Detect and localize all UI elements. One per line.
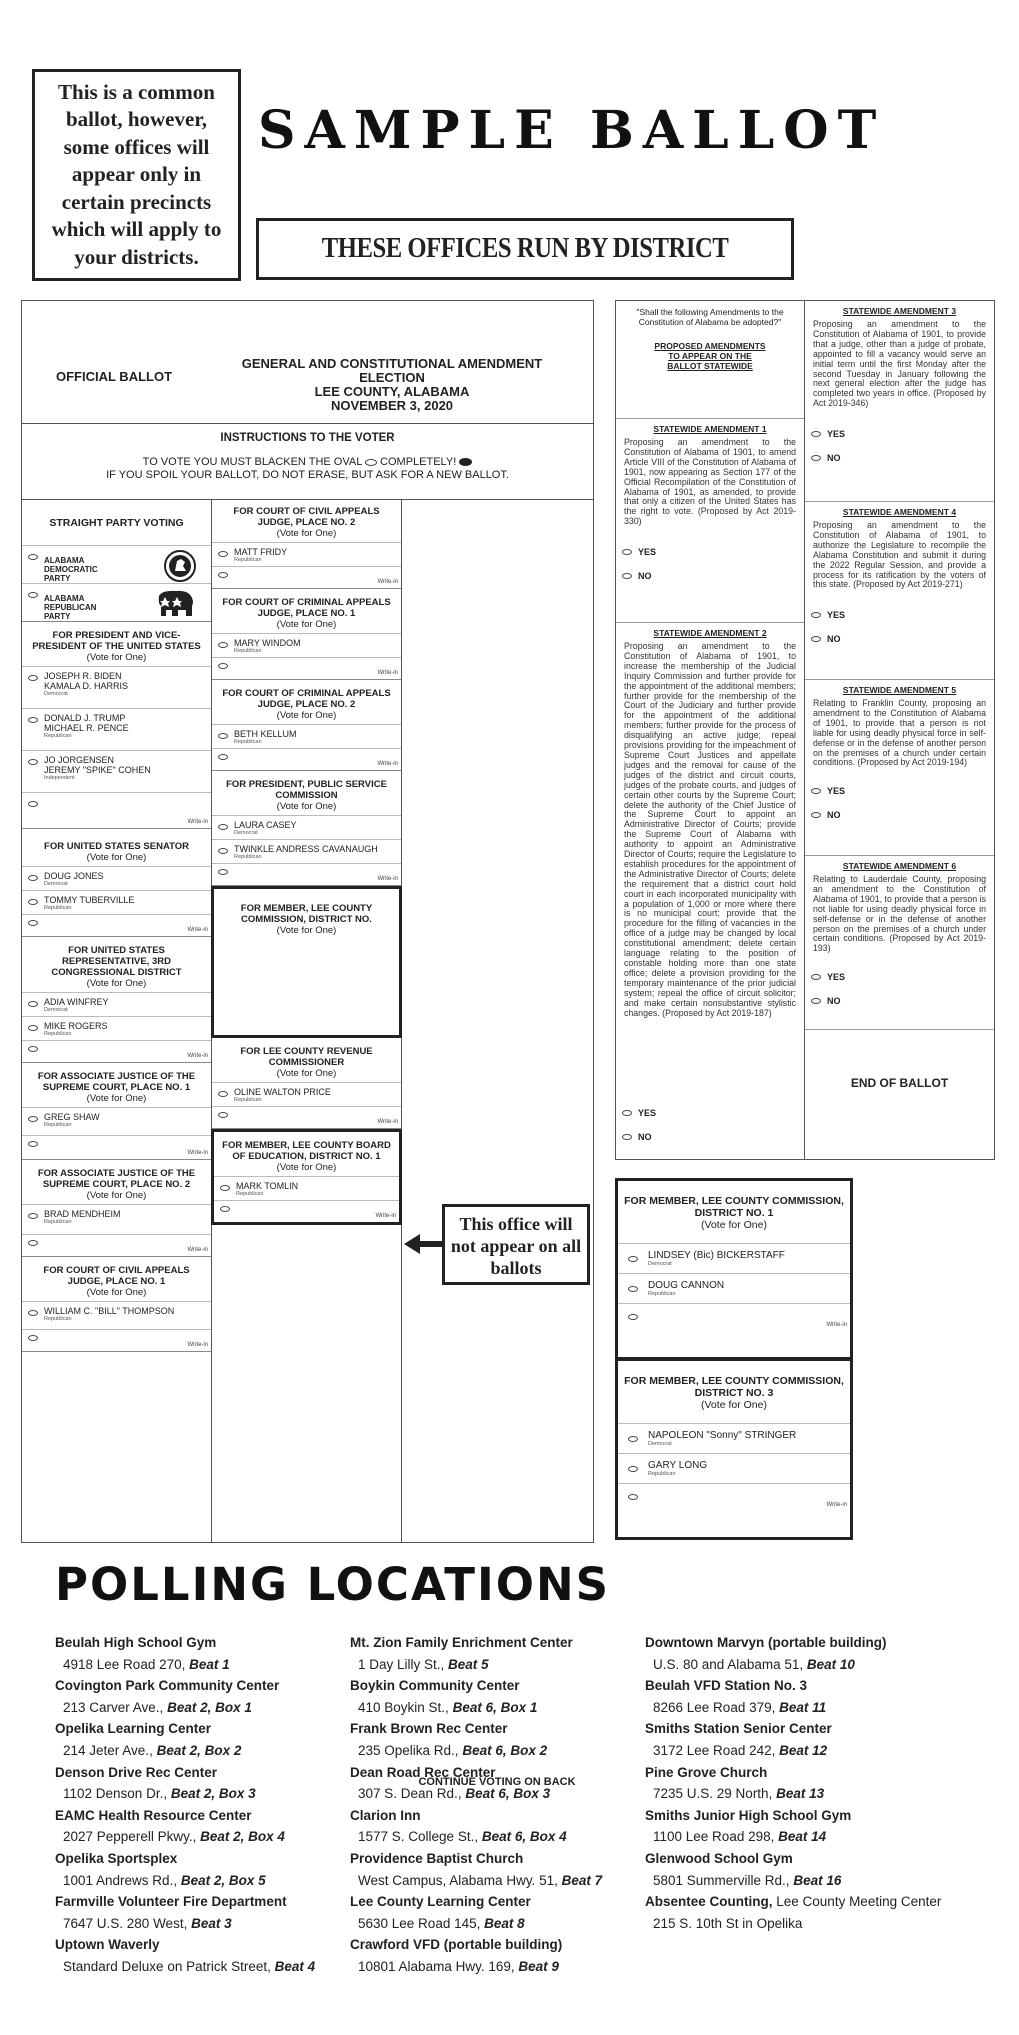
continue-voting-note: CONTINUE VOTING ON BACK [418,1776,576,1788]
polling-location-name: Boykin Community Center [350,1678,520,1694]
elephant-emblem-icon [155,588,197,620]
oval-icon[interactable] [28,1310,38,1316]
polling-location-name: Denson Drive Rec Center [55,1764,218,1780]
amendment5-no[interactable]: NO [805,804,994,828]
race-civil1-title: FOR COURT OF CIVIL APPEALS JUDGE, PLACE NO. 1 (Vote for One) [43,1265,190,1298]
write-in-psc[interactable]: Write-in [212,863,401,885]
race-revenue-title: FOR LEE COUNTY REVENUE COMMISSIONER (Vote for One) [240,1046,373,1079]
oval-icon[interactable] [811,612,821,618]
amendment6-no[interactable]: NO [805,990,994,1014]
race-senator-title: FOR UNITED STATES SENATOR (Vote for One) [44,841,189,863]
polling-location-address: 7647 U.S. 280 West, Beat 3 [63,1915,232,1931]
write-in-president[interactable]: Write-in [22,792,211,828]
polling-location-name: Pine Grove Church [645,1764,768,1780]
race-commission1-title: FOR MEMBER, LEE COUNTY COMMISSION, DISTRICT NO. 1 (Vote for One) [624,1195,844,1231]
page-title: SAMPLE BALLOT [258,100,886,161]
oval-icon[interactable] [218,1112,228,1118]
oval-icon[interactable] [220,1206,230,1212]
amendment5-yes[interactable]: YES [805,780,994,804]
write-in-justice1[interactable]: Write-in [22,1135,211,1159]
polling-location-address: 8266 Lee Road 379, Beat 11 [653,1699,827,1715]
candidate-fridy[interactable]: MATT FRIDY Republican [212,542,401,566]
write-in-civil2[interactable]: Write-in [212,566,401,588]
amendments-panel [615,300,995,1160]
candidate-price[interactable]: OLINE WALTON PRICE Republican [212,1082,401,1106]
amendment5-text: Relating to Franklin County, proposing an amendment to the Constitution of Alabama of 1901, to provide that a person is not liable for using deadly physical force in self-defense or in the defense of another person on the premises of a church under certain conditions. (Proposed by Act 2019-194) [813,698,986,768]
race-commission-district-1 [615,1178,853,1360]
official-ballot-label: OFFICIAL BALLOT [56,369,173,384]
amendment2-no[interactable]: NO [616,1126,804,1150]
race-commission-blank-title: FOR MEMBER, LEE COUNTY COMMISSION, DISTRICT NO. (Vote for One) [240,903,373,936]
oval-icon[interactable] [628,1286,638,1292]
race-justice2-title: FOR ASSOCIATE JUSTICE OF THE SUPREME COURT, PLACE NO. 2 (Vote for One) [37,1168,196,1201]
polling-location-name: Providence Baptist Church [350,1850,524,1866]
polling-location-name: Smiths Junior High School Gym [645,1807,852,1823]
oval-icon[interactable] [811,455,821,461]
polling-location-name: Dean Road Rec Center [350,1764,496,1780]
amendment5-title: STATEWIDE AMENDMENT 5 [842,685,957,695]
oval-icon[interactable] [811,998,821,1004]
filled-oval-icon [459,458,472,466]
amendment2-title: STATEWIDE AMENDMENT 2 [653,628,767,638]
amendment4-yes[interactable]: YES [805,604,994,628]
write-in-boe[interactable]: Write-in [214,1200,399,1222]
polling-column-1 [55,1632,315,1978]
oval-icon[interactable] [628,1494,638,1500]
write-in-commission1[interactable]: Write-in [618,1303,850,1331]
candidate-stringer[interactable]: NAPOLEON "Sonny" STRINGER Democrat [618,1423,850,1453]
oval-icon[interactable] [28,801,38,807]
race-commission-district-3 [615,1358,853,1540]
write-in-commission3[interactable]: Write-in [618,1483,850,1511]
polling-location-address: 1100 Lee Road 298, Beat 14 [653,1829,827,1845]
race-criminal1-title: FOR COURT OF CRIMINAL APPEALS JUDGE, PLACE NO. 1 (Vote for One) [222,597,391,630]
oval-icon[interactable] [28,875,38,881]
amendments-column-2 [805,301,994,1159]
write-in-criminal2[interactable]: Write-in [212,748,401,770]
polling-location-name: Mt. Zion Family Enrichment Center [350,1635,573,1650]
amendment3-text: Proposing an amendment to the Constitution of Alabama of 1901, to provide that a judge, other than a judge of probate, appointed to fill a vacancy would serve an initial term until the first Monday after the second Tuesday in January following the next general election after the judge has completed two years in office. (Proposed by Act 2019-346) [813,319,986,409]
rooster-emblem-icon [163,550,197,582]
polling-location-address: 10801 Alabama Hwy. 169, Beat 9 [358,1958,559,1974]
oval-icon[interactable] [622,549,632,555]
amendment3-no[interactable]: NO [805,447,994,471]
candidate-rogers[interactable]: MIKE ROGERS Republican [22,1016,211,1040]
candidate-mendheim[interactable]: BRAD MENDHEIM Republican [22,1204,211,1234]
oval-icon[interactable] [28,1213,38,1219]
oval-icon[interactable] [220,1185,230,1191]
oval-icon[interactable] [218,848,228,854]
write-in-criminal1[interactable]: Write-in [212,657,401,679]
oval-icon[interactable] [622,1134,632,1140]
polling-location-name: Clarion Inn [350,1807,421,1823]
oval-icon[interactable] [628,1436,638,1442]
polling-location-name: Farmville Volunteer Fire Department [55,1894,287,1910]
polling-location-address: 213 Carver Ave., Beat 2, Box 1 [63,1699,252,1715]
ballot-column-1 [22,500,212,1543]
straight-party-header: STRAIGHT PARTY VOTING [49,517,184,529]
candidate-long[interactable]: GARY LONG Republican [618,1453,850,1483]
oval-icon[interactable] [628,1256,638,1262]
empty-oval-icon [365,459,377,466]
oval-icon[interactable] [218,572,228,578]
amendment1-yes[interactable]: YES [616,541,804,565]
polling-location-name: Downtown Marvyn (portable building) [645,1635,887,1650]
polling-location-address: 307 S. Dean Rd., Beat 6, Box 3 [358,1786,551,1802]
race-commission3-title: FOR MEMBER, LEE COUNTY COMMISSION, DISTRICT NO. 3 (Vote for One) [624,1375,844,1411]
polling-location-name: Lee County Learning Center [350,1894,531,1910]
election-title: GENERAL AND CONSTITUTIONAL AMENDMENT ELECTION LEE COUNTY, ALABAMA NOVEMBER 3, 2020 [241,356,543,413]
oval-icon[interactable] [218,824,228,830]
candidate-trump[interactable]: DONALD J. TRUMP MICHAEL R. PENCE Republican [22,708,211,750]
polling-location-address: West Campus, Alabama Hwy. 51, Beat 7 [358,1872,603,1888]
amendment1-text: Proposing an amendment to the Constitution of Alabama of 1901, to amend Article VIII of the Constitution of Alabama of 1901, now appearing as Section 177 of the Official Recompilation of the Constitution of Alabama of 1901, as amended, to provide that only a citizen of the United States has the right to vote. (Proposed by Act 2019-330) [624,437,796,527]
candidate-casey[interactable]: LAURA CASEY Democrat [212,815,401,839]
polling-location-name: Uptown Waverly [55,1937,160,1953]
oval-icon[interactable] [811,812,821,818]
polling-location-name: Opelika Sportsplex [55,1850,178,1866]
ballot-column-2 [212,500,402,1543]
candidate-biden[interactable]: JOSEPH R. BIDEN KAMALA D. HARRIS Democrat [22,666,211,708]
amendment2-yes[interactable]: YES [616,1102,804,1126]
race-representative-title: FOR UNITED STATES REPRESENTATIVE, 3RD CONGRESSIONAL DISTRICT (Vote for One) [51,945,182,989]
polling-location-name: Frank Brown Rec Center [350,1721,508,1737]
polling-location-address: 1001 Andrews Rd., Beat 2, Box 5 [63,1872,266,1888]
oval-icon[interactable] [28,592,38,598]
polling-location-address: 235 Opelika Rd., Beat 6, Box 2 [358,1742,548,1758]
oval-icon[interactable] [218,663,228,669]
race-justice1-title: FOR ASSOCIATE JUSTICE OF THE SUPREME COURT, PLACE NO. 1 (Vote for One) [37,1071,196,1104]
polling-location-name: Glenwood School Gym [645,1850,793,1866]
amendment1-no[interactable]: NO [616,565,804,589]
oval-icon[interactable] [218,754,228,760]
polling-location-name: Beulah VFD Station No. 3 [645,1678,808,1694]
candidate-tuberville[interactable]: TOMMY TUBERVILLE Republican [22,890,211,914]
race-psc-title: FOR PRESIDENT, PUBLIC SERVICE COMMISSION (Vote for One) [226,779,387,812]
option-democratic-party[interactable]: ALABAMA DEMOCRATIC PARTY [22,545,211,583]
polling-location-address: U.S. 80 and Alabama 51, Beat 10 [653,1656,855,1672]
amendment4-text: Proposing an amendment to the Constitution of Alabama of 1901, to authorize the Legislature to recompile the Alabama Constitution and submit it during the 2022 Regular Session, and provide a process for its ratification by the voters of this state. (Proposed by Act 2019-271) [813,520,986,590]
oval-icon[interactable] [628,1466,638,1472]
polling-column-2 [350,1632,602,1978]
amendment6-text: Relating to Lauderdale County, proposing an amendment to the Constitution of Alabama of 1901, to provide that a person is not liable for using deadly physical force in self-defense or in the defense of another person on the premises of a church under certain conditions. (Proposed by Act 2019-193) [813,874,986,954]
oval-icon[interactable] [28,554,38,560]
oval-icon[interactable] [811,636,821,642]
oval-icon[interactable] [28,920,38,926]
polling-location-address: 214 Jeter Ave., Beat 2, Box 2 [63,1742,242,1758]
race-boe-title: FOR MEMBER, LEE COUNTY BOARD OF EDUCATION, DISTRICT NO. 1 (Vote for One) [222,1140,391,1173]
oval-icon[interactable] [622,1110,632,1116]
oval-icon[interactable] [28,759,38,765]
polling-location-address: Standard Deluxe on Patrick Street, Beat 4 [63,1958,316,1974]
district-banner: THESE OFFICES RUN BY DISTRICT [256,218,794,280]
race-civil2-title: FOR COURT OF CIVIL APPEALS JUDGE, PLACE NO. 2 (Vote for One) [233,506,380,539]
write-in-civil1[interactable]: Write-in [22,1329,211,1351]
office-note-box: This office will not appear on all ballots [442,1204,590,1285]
oval-icon[interactable] [28,1141,38,1147]
candidate-shaw[interactable]: GREG SHAW Republican [22,1107,211,1135]
oval-icon[interactable] [28,1240,38,1246]
oval-icon[interactable] [28,1001,38,1007]
candidate-cannon[interactable]: DOUG CANNON Republican [618,1273,850,1303]
oval-icon[interactable] [28,717,38,723]
oval-icon[interactable] [28,1046,38,1052]
candidate-kellum[interactable]: BETH KELLUM Republican [212,724,401,748]
write-in-senator[interactable]: Write-in [22,914,211,936]
amendment3-yes[interactable]: YES [805,423,994,447]
polling-location-name: Smiths Station Senior Center [645,1721,832,1737]
common-ballot-notice: This is a common ballot, however, some offices will appear only in certain precincts which will apply to your districts. [32,69,241,281]
race-commission-blank [211,886,402,1038]
amendment1-title: STATEWIDE AMENDMENT 1 [653,424,767,434]
polling-location-address: 4918 Lee Road 270, Beat 1 [63,1656,230,1672]
oval-icon[interactable] [811,974,821,980]
oval-icon[interactable] [218,642,228,648]
polling-location-address: 3172 Lee Road 242, Beat 12 [653,1742,828,1758]
candidate-jones[interactable]: DOUG JONES Democrat [22,866,211,890]
polling-location-address: 1577 S. College St., Beat 6, Box 4 [358,1829,567,1845]
instructions: INSTRUCTIONS TO THE VOTER TO VOTE YOU MUST BLACKEN THE OVAL COMPLETELY! IF YOU SPOIL YOUR BALLOT, DO NOT ERASE, BUT ASK FOR A NEW BALLOT. [22,424,593,500]
amendment4-no[interactable]: NO [805,628,994,652]
candidate-tomlin[interactable]: MARK TOMLIN Republican [214,1176,399,1200]
oval-icon[interactable] [28,1335,38,1341]
race-criminal2-title: FOR COURT OF CRIMINAL APPEALS JUDGE, PLACE NO. 2 (Vote for One) [222,688,391,721]
oval-icon[interactable] [28,675,38,681]
oval-icon[interactable] [218,733,228,739]
ballot-header [22,301,593,424]
oval-icon[interactable] [28,899,38,905]
amendments-column-1 [616,301,805,1159]
polling-locations-title: POLLING LOCATIONS [55,1558,611,1611]
oval-icon[interactable] [811,788,821,794]
polling-location-address: 7235 U.S. 29 North, Beat 13 [653,1786,825,1802]
race-boe [211,1129,402,1225]
option-republican-party[interactable]: ALABAMA REPUBLICAN PARTY [22,583,211,621]
polling-location-name: Absentee Counting, Lee County Meeting Center [645,1894,942,1910]
candidate-jorgensen[interactable]: JO JORGENSEN JEREMY "SPIKE" COHEN Independent [22,750,211,792]
polling-location-address: 1 Day Lilly St., Beat 5 [358,1656,489,1672]
polling-location-address: 410 Boykin St., Beat 6, Box 1 [358,1699,538,1715]
oval-icon[interactable] [28,1025,38,1031]
polling-location-address: 5630 Lee Road 145, Beat 8 [358,1915,525,1931]
amendment6-yes[interactable]: YES [805,966,994,990]
amendment6-title: STATEWIDE AMENDMENT 6 [842,861,957,871]
oval-icon[interactable] [628,1314,638,1320]
oval-icon[interactable] [811,431,821,437]
ballot-column-3 [402,500,592,1543]
write-in-revenue[interactable]: Write-in [212,1106,401,1128]
polling-location-name: EAMC Health Resource Center [55,1807,252,1823]
oval-icon[interactable] [622,573,632,579]
end-of-ballot: END OF BALLOT [850,1076,949,1090]
race-president-title: FOR PRESIDENT AND VICE-PRESIDENT OF THE UNITED STATES (Vote for One) [32,630,201,663]
candidate-bickerstaff[interactable]: LINDSEY (Bic) BICKERSTAFF Democrat [618,1243,850,1273]
proposed-amendments-title: PROPOSED AMENDMENTS TO APPEAR ON THE BALLOT STATEWIDE [654,341,766,371]
oval-icon[interactable] [218,1091,228,1097]
write-in-justice2[interactable]: Write-in [22,1234,211,1256]
polling-location-address: 1102 Denson Dr., Beat 2, Box 3 [63,1786,256,1802]
polling-location-name: Crawford VFD (portable building) [350,1937,563,1953]
oval-icon[interactable] [218,869,228,875]
candidate-cavanaugh[interactable]: TWINKLE ANDRESS CAVANAUGH Republican [212,839,401,863]
polling-location-name: Covington Park Community Center [55,1678,280,1694]
amendment3-title: STATEWIDE AMENDMENT 3 [842,306,957,316]
polling-location-name: Beulah High School Gym [55,1635,217,1650]
instructions-title: INSTRUCTIONS TO THE VOTER [220,432,395,444]
oval-icon[interactable] [218,551,228,557]
candidate-winfrey[interactable]: ADIA WINFREY Democrat [22,992,211,1016]
amendment-question: "Shall the following Amendments to the Constitution of Alabama be adopted?" [636,307,784,327]
amendment4-title: STATEWIDE AMENDMENT 4 [842,507,957,517]
oval-icon[interactable] [28,1116,38,1122]
polling-column-3 [645,1632,941,1934]
candidate-windom[interactable]: MARY WINDOM Republican [212,633,401,657]
polling-location-name: Opelika Learning Center [55,1721,212,1737]
candidate-thompson[interactable]: WILLIAM C. "BILL" THOMPSON Republican [22,1301,211,1329]
arrow-left-icon [404,1232,444,1256]
polling-location-address: 5801 Summerville Rd., Beat 16 [653,1872,842,1888]
polling-location-address: 2027 Pepperell Pkwy., Beat 2, Box 4 [63,1829,285,1845]
write-in-representative[interactable]: Write-in [22,1040,211,1062]
amendment2-text: Proposing an amendment to the Constitution of Alabama of 1901, to increase the membership of the Judicial Inquiry Commission and further provide for the appointment of the additional members; further provide for the membership of the Court of the Judiciary and further provide for the appointment of the additional members; further provide for the process of disqualifying an active judge; repeal provisions providing for the impeachment of Supreme Court Justices and appellate judges and the removal for cause of the judges of the district and circuit courts, judges of the probate courts, and judges of certain other courts by the Supreme Court; delete the authority of the Chief Justice of the Supreme Court to appoint an Administrative Director of Courts; provide the Supreme Court of Alabama with authority to appoint an Administrative Director of Courts; require the Legislature to establish procedures for the appointment of the Administrative Director of Courts; delete the requirement that a district court hold court in each incorporated municipality with a population of 1,000 or more where there is no municipal court; provide that the procedure for the filling of vacancies in the office of a judge may be changed by local constitutional amendment; delete certain language relating to the position of constable holding more than one state office; delete a provision providing for the temporary maintenance of the prior judicial system; repeal the office of circuit solicitor; and make certain nonsubstantive stylistic changes. (Proposed by Act 2019-187) [624,641,796,1018]
polling-location-address: 215 S. 10th St in Opelika [653,1915,803,1931]
